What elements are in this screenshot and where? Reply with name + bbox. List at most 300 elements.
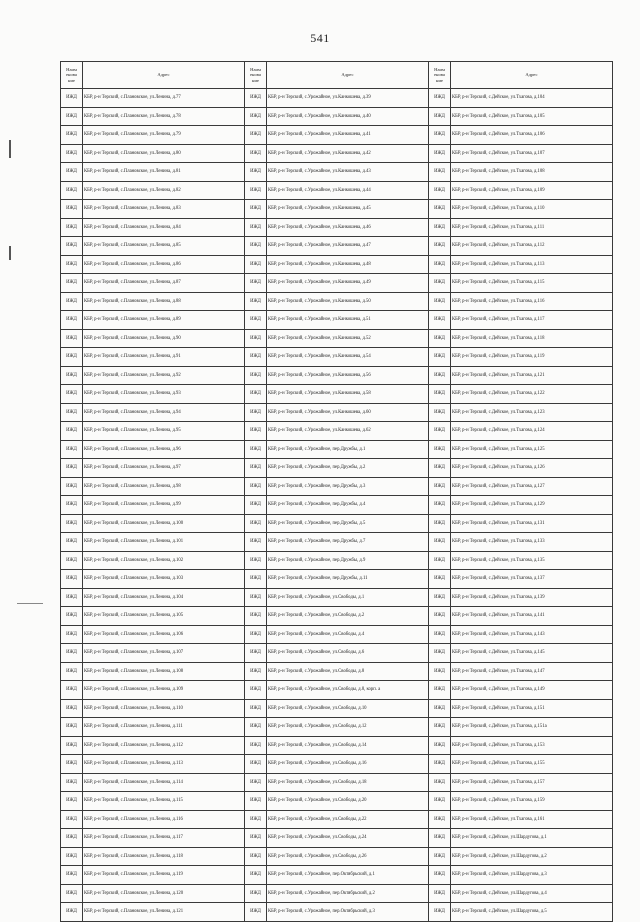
address-cell: КБР, р-н Терский, с.Плановское, ул.Ленина, д.102 (83, 551, 245, 570)
address-cell: КБР, р-н Терский, с.Урожайное, ул.Канкошева, д.40 (267, 107, 429, 126)
building-type-cell: ИЖД (245, 514, 267, 533)
address-cell: КБР, р-н Терский, с.Урожайное, пер.Дружбы, д.2 (267, 459, 429, 478)
address-cell: КБР, р-н Терский, с.Плановское, ул.Ленина, д.107 (83, 644, 245, 663)
building-type-cell: ИЖД (245, 847, 267, 866)
table-row (61, 681, 613, 700)
building-type-cell: ИЖД (245, 736, 267, 755)
address-cell: КБР, р-н Терский, с.Плановское, ул.Ленина, д.118 (83, 847, 245, 866)
building-type-cell: ИЖД (61, 773, 83, 792)
address-cell: КБР, р-н Терский, с.Урожайное, ул.Канкошева, д.44 (267, 181, 429, 200)
building-type-cell: ИЖД (61, 218, 83, 237)
building-type-cell: ИЖД (429, 200, 451, 219)
table-row (61, 847, 613, 866)
address-cell: КБР, р-н Терский, с.Плановское, ул.Ленина, д.86 (83, 255, 245, 274)
building-type-cell: ИЖД (429, 588, 451, 607)
address-cell: КБР, р-н Терский, с.Дейское, ул.Шардугова, д.1 (451, 829, 613, 848)
building-type-cell: ИЖД (245, 884, 267, 903)
address-cell: КБР, р-н Терский, с.Плановское, ул.Ленина, д.94 (83, 403, 245, 422)
address-cell: КБР, р-н Терский, с.Плановское, ул.Ленина, д.116 (83, 810, 245, 829)
address-cell: КБР, р-н Терский, с.Плановское, ул.Ленина, д.117 (83, 829, 245, 848)
address-cell: КБР, р-н Терский, с.Урожайное, ул.Свободы, д.24 (267, 829, 429, 848)
table-row (61, 181, 613, 200)
table-row (61, 144, 613, 163)
building-type-cell: ИЖД (429, 662, 451, 681)
building-type-cell: ИЖД (61, 144, 83, 163)
building-type-cell: ИЖД (245, 237, 267, 256)
building-type-cell: ИЖД (61, 292, 83, 311)
address-cell: КБР, р-н Терский, с.Урожайное, ул.Канкошева, д.58 (267, 385, 429, 404)
address-cell: КБР, р-н Терский, с.Плановское, ул.Ленина, д.110 (83, 699, 245, 718)
address-cell: КБР, р-н Терский, с.Урожайное, ул.Свободы, д.10 (267, 699, 429, 718)
building-type-cell: ИЖД (61, 514, 83, 533)
building-type-cell: ИЖД (245, 866, 267, 885)
address-cell: КБР, р-н Терский, с.Дейское, ул.Тхагова, д.151а (451, 718, 613, 737)
building-type-cell: ИЖД (245, 607, 267, 626)
building-type-cell: ИЖД (61, 89, 83, 108)
address-cell: КБР, р-н Терский, с.Плановское, ул.Ленина, д.83 (83, 200, 245, 219)
address-cell: КБР, р-н Терский, с.Дейское, ул.Тхагова, д.129 (451, 496, 613, 515)
address-cell: КБР, р-н Терский, с.Урожайное, ул.Канкошева, д.54 (267, 348, 429, 367)
address-cell: КБР, р-н Терский, с.Плановское, ул.Ленина, д.109 (83, 681, 245, 700)
address-cell: КБР, р-н Терский, с.Урожайное, ул.Канкошева, д.47 (267, 237, 429, 256)
building-type-cell: ИЖД (429, 607, 451, 626)
table-row (61, 292, 613, 311)
building-type-cell: ИЖД (429, 292, 451, 311)
table-row (61, 736, 613, 755)
building-type-cell: ИЖД (429, 237, 451, 256)
building-type-cell: ИЖД (245, 644, 267, 663)
address-cell: КБР, р-н Терский, с.Урожайное, ул.Канкошева, д.48 (267, 255, 429, 274)
address-cell: КБР, р-н Терский, с.Плановское, ул.Ленина, д.77 (83, 89, 245, 108)
building-type-cell: ИЖД (61, 126, 83, 145)
address-cell: КБР, р-н Терский, с.Дейское, ул.Тхагова, д.105 (451, 107, 613, 126)
building-type-cell: ИЖД (429, 89, 451, 108)
building-type-cell: ИЖД (245, 311, 267, 330)
building-type-cell: ИЖД (245, 181, 267, 200)
address-cell: КБР, р-н Терский, с.Плановское, ул.Ленина, д.82 (83, 181, 245, 200)
address-cell: КБР, р-н Терский, с.Дейское, ул.Тхагова, д.122 (451, 385, 613, 404)
table-row (61, 644, 613, 663)
address-cell: КБР, р-н Терский, с.Урожайное, ул.Свободы, д.14 (267, 736, 429, 755)
address-cell: КБР, р-н Терский, с.Дейское, ул.Шардугова, д.5 (451, 903, 613, 922)
table-row (61, 792, 613, 811)
address-cell: КБР, р-н Терский, с.Урожайное, ул.Свободы, д.4 (267, 625, 429, 644)
building-type-cell: ИЖД (61, 792, 83, 811)
address-cell: КБР, р-н Терский, с.Плановское, ул.Ленина, д.103 (83, 570, 245, 589)
building-type-cell: ИЖД (61, 477, 83, 496)
building-type-cell: ИЖД (245, 89, 267, 108)
building-type-cell: ИЖД (429, 144, 451, 163)
building-type-cell: ИЖД (429, 718, 451, 737)
table-row (61, 163, 613, 182)
building-type-cell: ИЖД (245, 903, 267, 922)
building-type-cell: ИЖД (429, 311, 451, 330)
address-cell: КБР, р-н Терский, с.Дейское, ул.Шардугова, д.2 (451, 847, 613, 866)
building-type-cell: ИЖД (429, 773, 451, 792)
building-type-cell: ИЖД (61, 311, 83, 330)
table-row (61, 274, 613, 293)
building-type-cell: ИЖД (429, 699, 451, 718)
address-cell: КБР, р-н Терский, с.Плановское, ул.Ленина, д.101 (83, 533, 245, 552)
address-cell: КБР, р-н Терский, с.Дейское, ул.Тхагова, д.112 (451, 237, 613, 256)
building-type-cell: ИЖД (245, 329, 267, 348)
address-cell: КБР, р-н Терский, с.Урожайное, ул.Канкошева, д.39 (267, 89, 429, 108)
address-cell: КБР, р-н Терский, с.Плановское, ул.Ленина, д.106 (83, 625, 245, 644)
building-type-cell: ИЖД (429, 218, 451, 237)
building-type-cell: ИЖД (429, 884, 451, 903)
building-type-cell: ИЖД (61, 403, 83, 422)
building-type-cell: ИЖД (245, 477, 267, 496)
address-cell: КБР, р-н Терский, с.Дейское, ул.Тхагова, д.125 (451, 440, 613, 459)
address-column-header: Адрес (267, 62, 429, 89)
building-type-cell: ИЖД (429, 829, 451, 848)
building-type-cell: ИЖД (429, 847, 451, 866)
address-cell: КБР, р-н Терский, с.Дейское, ул.Тхагова, д.109 (451, 181, 613, 200)
type-column-header: Наим енова ние (61, 62, 83, 89)
address-cell: КБР, р-н Терский, с.Урожайное, ул.Канкошева, д.49 (267, 274, 429, 293)
table-row (61, 533, 613, 552)
table-row (61, 218, 613, 237)
address-cell: КБР, р-н Терский, с.Урожайное, ул.Канкошева, д.42 (267, 144, 429, 163)
address-cell: КБР, р-н Терский, с.Плановское, ул.Ленина, д.114 (83, 773, 245, 792)
type-column-header: Наим енова ние (245, 62, 267, 89)
building-type-cell: ИЖД (429, 551, 451, 570)
building-type-cell: ИЖД (429, 903, 451, 922)
building-type-cell: ИЖД (245, 699, 267, 718)
address-cell: КБР, р-н Терский, с.Урожайное, пер.Дружбы, д.1 (267, 440, 429, 459)
address-cell: КБР, р-н Терский, с.Урожайное, ул.Канкошева, д.52 (267, 329, 429, 348)
building-type-cell: ИЖД (429, 163, 451, 182)
table-row (61, 385, 613, 404)
building-type-cell: ИЖД (61, 662, 83, 681)
address-cell: КБР, р-н Терский, с.Дейское, ул.Тхагова, д.153 (451, 736, 613, 755)
address-column-header: Адрес (451, 62, 613, 89)
building-type-cell: ИЖД (245, 551, 267, 570)
address-cell: КБР, р-н Терский, с.Плановское, ул.Ленина, д.91 (83, 348, 245, 367)
building-type-cell: ИЖД (61, 625, 83, 644)
table-row (61, 755, 613, 774)
building-type-cell: ИЖД (429, 792, 451, 811)
table-row (61, 311, 613, 330)
table-row (61, 107, 613, 126)
building-type-cell: ИЖД (429, 681, 451, 700)
building-type-cell: ИЖД (245, 366, 267, 385)
building-type-cell: ИЖД (61, 884, 83, 903)
address-cell: КБР, р-н Терский, с.Дейское, ул.Тхагова, д.135 (451, 551, 613, 570)
address-cell: КБР, р-н Терский, с.Урожайное, пер.Дружбы, д.3 (267, 477, 429, 496)
address-cell: КБР, р-н Терский, с.Урожайное, ул.Свободы, д.2 (267, 607, 429, 626)
building-type-cell: ИЖД (245, 625, 267, 644)
building-type-cell: ИЖД (61, 644, 83, 663)
table-header-row (61, 62, 613, 89)
address-cell: КБР, р-н Терский, с.Плановское, ул.Ленина, д.108 (83, 662, 245, 681)
building-type-cell: ИЖД (61, 200, 83, 219)
register-body (61, 89, 613, 922)
address-cell: КБР, р-н Терский, с.Плановское, ул.Ленина, д.92 (83, 366, 245, 385)
building-type-cell: ИЖД (245, 459, 267, 478)
address-cell: КБР, р-н Терский, с.Дейское, ул.Тхагова, д.147 (451, 662, 613, 681)
table-row (61, 773, 613, 792)
building-type-cell: ИЖД (429, 459, 451, 478)
building-type-cell: ИЖД (61, 255, 83, 274)
table-row (61, 255, 613, 274)
building-type-cell: ИЖД (245, 496, 267, 515)
address-cell: КБР, р-н Терский, с.Плановское, ул.Ленина, д.95 (83, 422, 245, 441)
building-type-cell: ИЖД (429, 570, 451, 589)
table-row (61, 514, 613, 533)
table-row (61, 625, 613, 644)
building-type-cell: ИЖД (61, 348, 83, 367)
address-cell: КБР, р-н Терский, с.Плановское, ул.Ленина, д.90 (83, 329, 245, 348)
address-cell: КБР, р-н Терский, с.Дейское, ул.Тхагова, д.151 (451, 699, 613, 718)
building-type-cell: ИЖД (429, 107, 451, 126)
address-cell: КБР, р-н Терский, с.Дейское, ул.Тхагова, д.116 (451, 292, 613, 311)
address-cell: КБР, р-н Терский, с.Дейское, ул.Тхагова, д.149 (451, 681, 613, 700)
table-row (61, 496, 613, 515)
building-type-cell: ИЖД (245, 107, 267, 126)
address-cell: КБР, р-н Терский, с.Урожайное, пер.Дружбы, д.9 (267, 551, 429, 570)
building-type-cell: ИЖД (61, 533, 83, 552)
address-cell: КБР, р-н Терский, с.Плановское, ул.Ленина, д.111 (83, 718, 245, 737)
address-cell: КБР, р-н Терский, с.Дейское, ул.Тхагова, д.107 (451, 144, 613, 163)
address-cell: КБР, р-н Терский, с.Плановское, ул.Ленина, д.98 (83, 477, 245, 496)
address-cell: КБР, р-н Терский, с.Урожайное, ул.Канкошева, д.56 (267, 366, 429, 385)
building-type-cell: ИЖД (61, 422, 83, 441)
building-type-cell: ИЖД (245, 792, 267, 811)
building-type-cell: ИЖД (429, 644, 451, 663)
building-type-cell: ИЖД (61, 847, 83, 866)
table-row (61, 810, 613, 829)
address-cell: КБР, р-н Терский, с.Урожайное, ул.Свободы, д.26 (267, 847, 429, 866)
building-type-cell: ИЖД (429, 403, 451, 422)
building-type-cell: ИЖД (61, 440, 83, 459)
building-type-cell: ИЖД (61, 274, 83, 293)
address-cell: КБР, р-н Терский, с.Дейское, ул.Тхагова, д.139 (451, 588, 613, 607)
address-cell: КБР, р-н Терский, с.Плановское, ул.Ленина, д.78 (83, 107, 245, 126)
address-cell: КБР, р-н Терский, с.Плановское, ул.Ленина, д.105 (83, 607, 245, 626)
building-type-cell: ИЖД (429, 736, 451, 755)
table-row (61, 237, 613, 256)
building-type-cell: ИЖД (429, 625, 451, 644)
table-row (61, 440, 613, 459)
building-type-cell: ИЖД (429, 533, 451, 552)
building-type-cell: ИЖД (245, 810, 267, 829)
address-cell: КБР, р-н Терский, с.Дейское, ул.Тхагова, д.157 (451, 773, 613, 792)
address-cell: КБР, р-н Терский, с.Урожайное, ул.Канкошева, д.46 (267, 218, 429, 237)
address-cell: КБР, р-н Терский, с.Урожайное, пер.Дружбы, д.7 (267, 533, 429, 552)
table-row (61, 422, 613, 441)
building-type-cell: ИЖД (429, 255, 451, 274)
table-row (61, 366, 613, 385)
building-type-cell: ИЖД (245, 144, 267, 163)
building-type-cell: ИЖД (245, 718, 267, 737)
address-cell: КБР, р-н Терский, с.Дейское, ул.Тхагова, д.159 (451, 792, 613, 811)
building-type-cell: ИЖД (61, 755, 83, 774)
building-type-cell: ИЖД (61, 810, 83, 829)
table-row (61, 459, 613, 478)
building-type-cell: ИЖД (61, 385, 83, 404)
address-cell: КБР, р-н Терский, с.Дейское, ул.Шардугова, д.3 (451, 866, 613, 885)
building-type-cell: ИЖД (61, 903, 83, 922)
address-cell: КБР, р-н Терский, с.Плановское, ул.Ленина, д.79 (83, 126, 245, 145)
address-cell: КБР, р-н Терский, с.Дейское, ул.Тхагова, д.131 (451, 514, 613, 533)
address-cell: КБР, р-н Терский, с.Урожайное, ул.Канкошева, д.43 (267, 163, 429, 182)
address-cell: КБР, р-н Терский, с.Дейское, ул.Тхагова, д.123 (451, 403, 613, 422)
building-type-cell: ИЖД (245, 681, 267, 700)
margin-mark (9, 140, 11, 158)
address-cell: КБР, р-н Терский, с.Плановское, ул.Ленина, д.87 (83, 274, 245, 293)
address-cell: КБР, р-н Терский, с.Урожайное, ул.Канкошева, д.60 (267, 403, 429, 422)
address-cell: КБР, р-н Терский, с.Дейское, ул.Тхагова, д.111 (451, 218, 613, 237)
building-type-cell: ИЖД (61, 570, 83, 589)
building-type-cell: ИЖД (245, 200, 267, 219)
address-cell: КБР, р-н Терский, с.Дейское, ул.Тхагова, д.104 (451, 89, 613, 108)
address-register-table (60, 61, 613, 922)
margin-mark (9, 246, 11, 260)
address-cell: КБР, р-н Терский, с.Урожайное, ул.Свободы, д.20 (267, 792, 429, 811)
table-row (61, 551, 613, 570)
address-cell: КБР, р-н Терский, с.Дейское, ул.Тхагова, д.110 (451, 200, 613, 219)
table-row (61, 348, 613, 367)
table-row (61, 588, 613, 607)
building-type-cell: ИЖД (61, 866, 83, 885)
building-type-cell: ИЖД (61, 237, 83, 256)
address-cell: КБР, р-н Терский, с.Дейское, ул.Тхагова, д.117 (451, 311, 613, 330)
table-row (61, 903, 613, 922)
address-cell: КБР, р-н Терский, с.Плановское, ул.Ленина, д.96 (83, 440, 245, 459)
building-type-cell: ИЖД (61, 699, 83, 718)
address-cell: КБР, р-н Терский, с.Дейское, ул.Тхагова, д.113 (451, 255, 613, 274)
building-type-cell: ИЖД (245, 533, 267, 552)
building-type-cell: ИЖД (245, 829, 267, 848)
address-cell: КБР, р-н Терский, с.Дейское, ул.Тхагова, д.133 (451, 533, 613, 552)
building-type-cell: ИЖД (245, 662, 267, 681)
building-type-cell: ИЖД (61, 551, 83, 570)
building-type-cell: ИЖД (245, 126, 267, 145)
building-type-cell: ИЖД (429, 755, 451, 774)
building-type-cell: ИЖД (61, 736, 83, 755)
address-cell: КБР, р-н Терский, с.Дейское, ул.Тхагова, д.121 (451, 366, 613, 385)
table-row (61, 662, 613, 681)
page-number: 541 (310, 31, 330, 45)
building-type-cell: ИЖД (61, 829, 83, 848)
address-cell: КБР, р-н Терский, с.Урожайное, ул.Канкошева, д.50 (267, 292, 429, 311)
address-cell: КБР, р-н Терский, с.Дейское, ул.Шардугова, д.4 (451, 884, 613, 903)
address-cell: КБР, р-н Терский, с.Плановское, ул.Ленина, д.113 (83, 755, 245, 774)
table-row (61, 699, 613, 718)
address-cell: КБР, р-н Терский, с.Дейское, ул.Тхагова, д.145 (451, 644, 613, 663)
building-type-cell: ИЖД (245, 385, 267, 404)
building-type-cell: ИЖД (245, 163, 267, 182)
table-row (61, 477, 613, 496)
address-cell: КБР, р-н Терский, с.Урожайное, ул.Свободы, д.1 (267, 588, 429, 607)
address-cell: КБР, р-н Терский, с.Дейское, ул.Тхагова, д.143 (451, 625, 613, 644)
building-type-cell: ИЖД (61, 496, 83, 515)
building-type-cell: ИЖД (245, 755, 267, 774)
building-type-cell: ИЖД (61, 366, 83, 385)
address-cell: КБР, р-н Терский, с.Плановское, ул.Ленина, д.89 (83, 311, 245, 330)
building-type-cell: ИЖД (429, 181, 451, 200)
building-type-cell: ИЖД (429, 440, 451, 459)
building-type-cell: ИЖД (245, 588, 267, 607)
address-cell: КБР, р-н Терский, с.Плановское, ул.Ленина, д.120 (83, 884, 245, 903)
address-cell: КБР, р-н Терский, с.Плановское, ул.Ленина, д.100 (83, 514, 245, 533)
building-type-cell: ИЖД (429, 329, 451, 348)
address-cell: КБР, р-н Терский, с.Урожайное, ул.Канкошева, д.41 (267, 126, 429, 145)
building-type-cell: ИЖД (61, 459, 83, 478)
address-cell: КБР, р-н Терский, с.Плановское, ул.Ленина, д.99 (83, 496, 245, 515)
table-row (61, 89, 613, 108)
address-cell: КБР, р-н Терский, с.Плановское, ул.Ленина, д.84 (83, 218, 245, 237)
address-cell: КБР, р-н Терский, с.Урожайное, пер.Октябрьский, д.1 (267, 866, 429, 885)
building-type-cell: ИЖД (429, 514, 451, 533)
address-cell: КБР, р-н Терский, с.Дейское, ул.Тхагова, д.106 (451, 126, 613, 145)
address-cell: КБР, р-н Терский, с.Плановское, ул.Ленина, д.97 (83, 459, 245, 478)
address-cell: КБР, р-н Терский, с.Плановское, ул.Ленина, д.112 (83, 736, 245, 755)
building-type-cell: ИЖД (245, 292, 267, 311)
building-type-cell: ИЖД (429, 126, 451, 145)
address-cell: КБР, р-н Терский, с.Плановское, ул.Ленина, д.93 (83, 385, 245, 404)
address-cell: КБР, р-н Терский, с.Урожайное, пер.Октябрьский, д.2 (267, 884, 429, 903)
address-cell: КБР, р-н Терский, с.Дейское, ул.Тхагова, д.119 (451, 348, 613, 367)
address-cell: КБР, р-н Терский, с.Дейское, ул.Тхагова, д.115 (451, 274, 613, 293)
address-cell: КБР, р-н Терский, с.Урожайное, ул.Свободы, д.6 (267, 644, 429, 663)
address-cell: КБР, р-н Терский, с.Дейское, ул.Тхагова, д.137 (451, 570, 613, 589)
margin-mark (17, 603, 43, 604)
address-cell: КБР, р-н Терский, с.Дейское, ул.Тхагова, д.127 (451, 477, 613, 496)
building-type-cell: ИЖД (429, 496, 451, 515)
address-cell: КБР, р-н Терский, с.Дейское, ул.Тхагова, д.126 (451, 459, 613, 478)
address-cell: КБР, р-н Терский, с.Плановское, ул.Ленина, д.80 (83, 144, 245, 163)
address-cell: КБР, р-н Терский, с.Урожайное, пер.Дружбы, д.11 (267, 570, 429, 589)
table-row (61, 884, 613, 903)
building-type-cell: ИЖД (245, 255, 267, 274)
address-cell: КБР, р-н Терский, с.Плановское, ул.Ленина, д.115 (83, 792, 245, 811)
address-cell: КБР, р-н Терский, с.Дейское, ул.Тхагова, д.124 (451, 422, 613, 441)
address-cell: КБР, р-н Терский, с.Дейское, ул.Тхагова, д.141 (451, 607, 613, 626)
building-type-cell: ИЖД (61, 718, 83, 737)
address-cell: КБР, р-н Терский, с.Плановское, ул.Ленина, д.81 (83, 163, 245, 182)
building-type-cell: ИЖД (429, 810, 451, 829)
address-cell: КБР, р-н Терский, с.Урожайное, ул.Свободы, д.8 (267, 662, 429, 681)
address-cell: КБР, р-н Терский, с.Урожайное, ул.Свободы, д.16 (267, 755, 429, 774)
table-row (61, 718, 613, 737)
address-cell: КБР, р-н Терский, с.Дейское, ул.Тхагова, д.155 (451, 755, 613, 774)
building-type-cell: ИЖД (429, 477, 451, 496)
building-type-cell: ИЖД (245, 274, 267, 293)
address-cell: КБР, р-н Терский, с.Плановское, ул.Ленина, д.88 (83, 292, 245, 311)
building-type-cell: ИЖД (245, 218, 267, 237)
building-type-cell: ИЖД (61, 181, 83, 200)
address-cell: КБР, р-н Терский, с.Урожайное, ул.Свободы, д.22 (267, 810, 429, 829)
building-type-cell: ИЖД (429, 274, 451, 293)
building-type-cell: ИЖД (429, 385, 451, 404)
building-type-cell: ИЖД (245, 773, 267, 792)
address-column-header: Адрес (83, 62, 245, 89)
address-cell: КБР, р-н Терский, с.Урожайное, ул.Канкошева, д.62 (267, 422, 429, 441)
building-type-cell: ИЖД (245, 403, 267, 422)
building-type-cell: ИЖД (61, 107, 83, 126)
address-cell: КБР, р-н Терский, с.Урожайное, ул.Канкошева, д.51 (267, 311, 429, 330)
address-cell: КБР, р-н Терский, с.Урожайное, ул.Свободы, д.12 (267, 718, 429, 737)
building-type-cell: ИЖД (61, 588, 83, 607)
building-type-cell: ИЖД (245, 422, 267, 441)
building-type-cell: ИЖД (61, 607, 83, 626)
address-cell: КБР, р-н Терский, с.Плановское, ул.Ленина, д.85 (83, 237, 245, 256)
table-row (61, 866, 613, 885)
building-type-cell: ИЖД (245, 348, 267, 367)
building-type-cell: ИЖД (429, 422, 451, 441)
